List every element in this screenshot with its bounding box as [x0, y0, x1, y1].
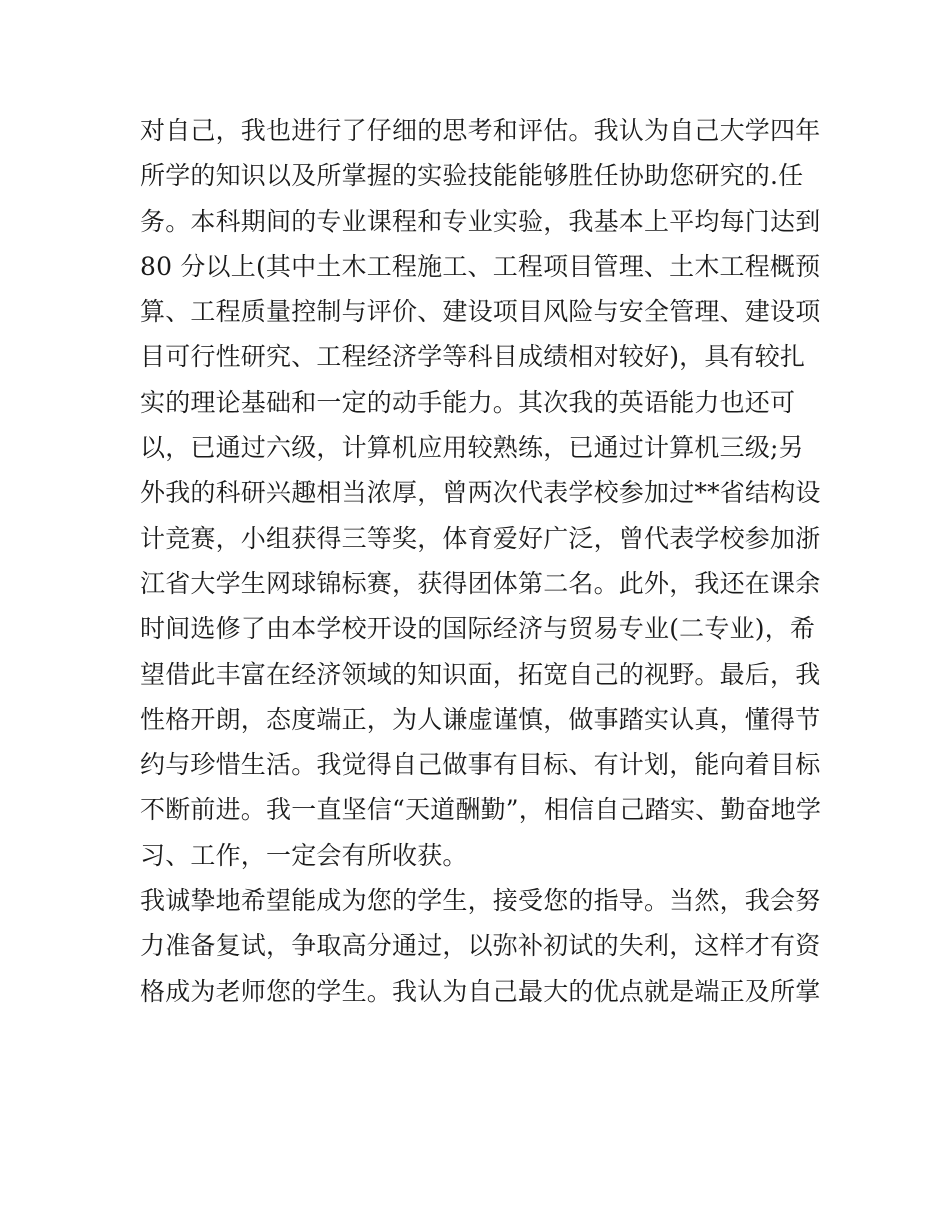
text-line: 算、工程质量控制与评价、建设项目风险与安全管理、建设项 — [140, 297, 821, 327]
text-line: 格成为老师您的学生。我认为自己最大的优点就是端正及所掌 — [140, 976, 821, 1006]
text-line: 不断前进。我一直坚信“天道酬勤”，相信自己踏实、勤奋地学 — [140, 795, 822, 825]
text-line: 以，已通过六级，计算机应用较熟练，已通过计算机三级;另 — [140, 433, 804, 463]
text-line: 务。本科期间的专业课程和专业实验，我基本上平均每门达到 — [140, 206, 821, 236]
text-line: 目可行性研究、工程经济学等科目成绩相对较好)，具有较扎 — [140, 342, 806, 372]
text-line: 实的理论基础和一定的动手能力。其次我的英语能力也还可 — [140, 387, 796, 417]
body-text — [140, 108, 820, 1014]
text-line: 望借此丰富在经济领域的知识面，拓宽自己的视野。最后，我 — [140, 659, 821, 689]
text-line: 我诚挚地希望能成为您的学生，接受您的指导。当然，我会努 — [140, 886, 821, 916]
text-line: 所学的知识以及所掌握的实验技能能够胜任协助您研究的.任 — [140, 161, 804, 191]
text-line: 力准备复试，争取高分通过，以弥补初试的失利，这样才有资 — [140, 931, 821, 961]
text-line: 江省大学生网球锦标赛，获得团体第二名。此外，我还在课余 — [140, 568, 821, 598]
text-line: 性格开朗，态度端正，为人谦虚谨慎，做事踏实认真，懂得节 — [140, 704, 821, 734]
text-line: 习、工作，一定会有所收获。 — [140, 840, 468, 870]
text-line: 约与珍惜生活。我觉得自己做事有目标、有计划，能向着目标 — [140, 750, 821, 780]
text-line: 时间选修了由本学校开设的国际经济与贸易专业(二专业)，希 — [140, 614, 816, 644]
text-line: 外我的科研兴趣相当浓厚，曾两次代表学校参加过**省结构设 — [140, 478, 821, 508]
text-line: 80 分以上(其中土木工程施工、工程项目管理、土木工程概预 — [140, 251, 821, 281]
text-line: 对自己，我也进行了仔细的思考和评估。我认为自己大学四年 — [140, 116, 821, 145]
text-line: 计竞赛，小组获得三等奖，体育爱好广泛，曾代表学校参加浙 — [140, 523, 821, 553]
